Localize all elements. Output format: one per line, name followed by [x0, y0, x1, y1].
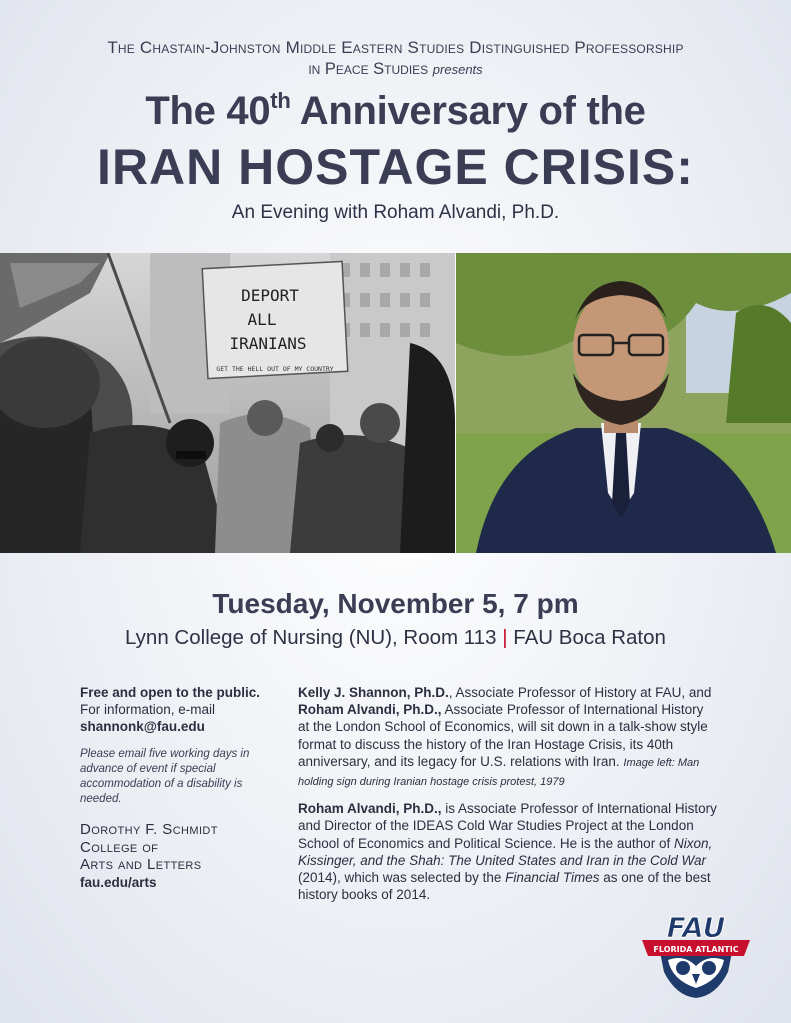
sign-line-4: GET THE HELL OUT OF MY COUNTRY [216, 365, 334, 373]
p1-text-1: , Associate Professor of History at FAU, and [448, 685, 712, 700]
bio-name: Roham Alvandi, Ph.D., [298, 801, 442, 817]
venue-campus: FAU Boca Raton [513, 626, 666, 649]
free-text: Free and open to the public. [80, 685, 261, 700]
description-paragraph-1 [298, 684, 718, 791]
protest-photo-art [0, 253, 455, 553]
p2-text-1: is Associate Professor of International History and Director of the IDEAS Cold War Studies Project at the London School of Economics and Political Science. He is the author of [298, 801, 717, 851]
presenter-line-2 [0, 60, 791, 79]
title-pre: The 40 [145, 89, 271, 133]
info-text: For information, e-mail [80, 702, 216, 717]
college-line-3: Arts and Letters [80, 856, 202, 873]
subtitle: An Evening with Roham Alvandi, Ph.D. [231, 202, 560, 223]
p1-text-2: Associate Professor of International History at the London School of Economics, will sit down in a talk-show style format to discuss the history of the Iran Hostage Crisis, its 40th anniversary, and its legacy for U.S. relations with Iran. [298, 702, 708, 769]
presents-text: presents [432, 62, 483, 77]
college-line-1: Dorothy F. Schmidt [80, 821, 218, 838]
title-line-2: IRAN HOSTAGE CRISIS: [97, 139, 694, 195]
image-caption: Image left: Man holding sign during Iranian hostage crisis protest, 1979 [298, 756, 700, 789]
event-description [298, 684, 718, 912]
speaker-1-name: Kelly J. Shannon, Ph.D. [298, 685, 449, 700]
title-line-1 [0, 88, 791, 134]
title-sup: th [270, 88, 291, 113]
title-post: Anniversary of the [290, 89, 646, 133]
p2-text-2: (2014), which was selected by the [298, 870, 506, 886]
portrait-photo-art [456, 253, 791, 553]
protest-photo [0, 253, 455, 553]
logo-text: FAU [666, 911, 726, 944]
photo-strip [0, 253, 791, 553]
presenter-line-2-text: in Peace Studies [308, 60, 429, 78]
portrait-photo [456, 253, 791, 553]
presenter-line-1: The Chastain-Johnston Middle Eastern Studies Distinguished Professorship [107, 38, 684, 57]
venue-separator: | [502, 626, 508, 649]
newspaper-title: Financial Times [505, 870, 600, 886]
contact-email-link[interactable]: shannonk@fau.edu [80, 719, 205, 734]
venue-room: Lynn College of Nursing (NU), Room 113 [125, 626, 497, 649]
college-url-link[interactable]: fau.edu/arts [80, 874, 157, 890]
college-name [80, 821, 270, 874]
book-title: Nixon, Kissinger, and the Shah: The United States and Iran in the Cold War [298, 835, 713, 868]
event-date: Tuesday, November 5, 7 pm [212, 588, 579, 619]
sign-line-3: IRANIANS [229, 334, 307, 353]
accommodation-note: Please email five working days in advance of event if special accommodation of a disability is needed. [80, 748, 250, 805]
description-paragraph-2 [298, 800, 718, 903]
event-venue [0, 626, 791, 650]
logo-band-text: FLORIDA ATLANTIC [653, 945, 739, 954]
speaker-2-name: Roham Alvandi, Ph.D., [298, 702, 442, 718]
fau-logo [640, 910, 752, 1000]
sign-line-2: ALL [247, 310, 277, 329]
p2-text-3: as one of the best history books of 2014. [298, 870, 711, 903]
contact-info [80, 684, 270, 891]
college-line-2: College of [80, 838, 159, 856]
sign-line-1: DEPORT [241, 286, 299, 305]
owl-logo-icon [640, 910, 752, 1000]
